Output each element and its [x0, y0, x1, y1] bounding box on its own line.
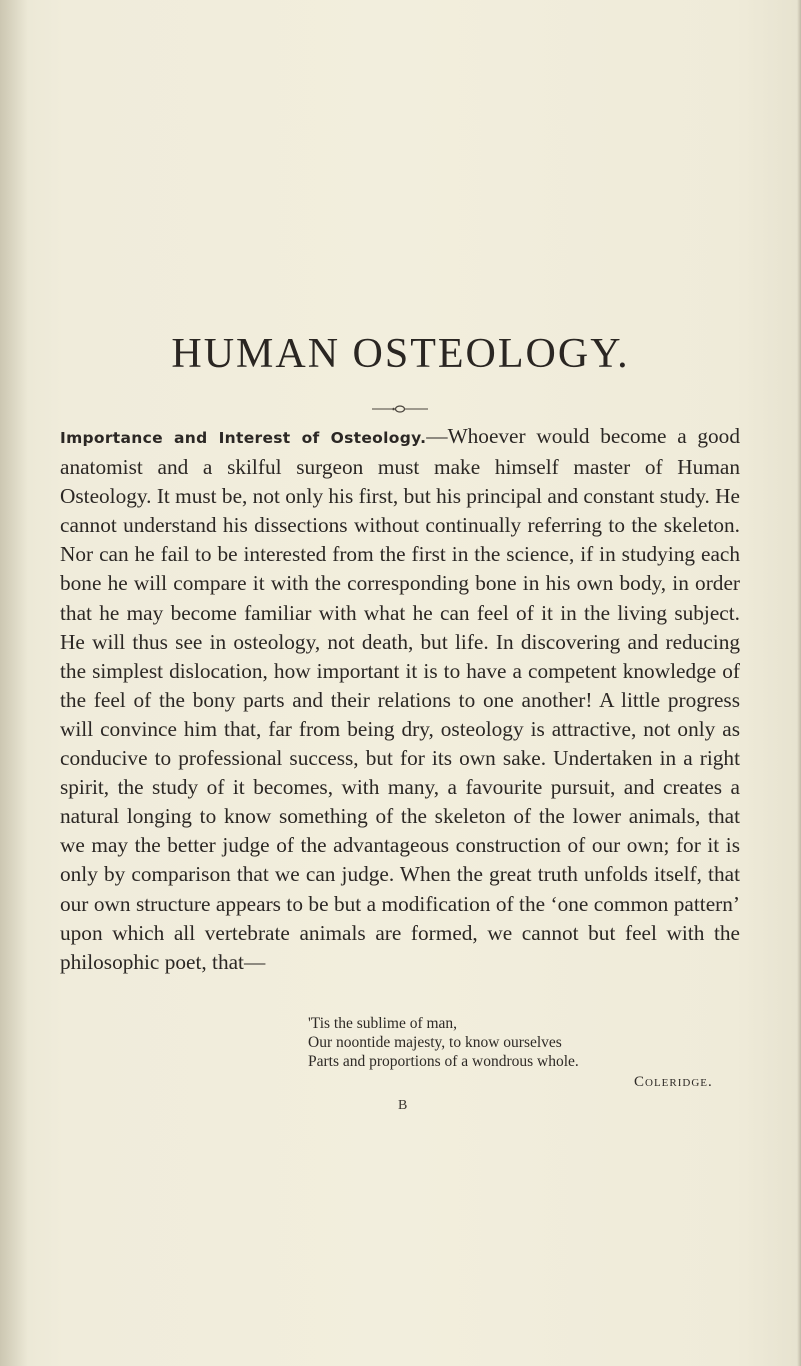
paragraph-text: —Whoever would become a good anatomist and a skilful surgeon must make himself master of Human Osteology. It must be, not only his first, but his principal and constant study. He cannot understand his dissections without continually referring to the skeleton. Nor can he fail to be interested from the first in the science, if in studying each bone he will compare it with the corresponding bone in his own body, in order that he may become familiar with what he can feel of it in the living subject. He will thus see in osteology, not death, but life. In discovering and reducing the simplest dislocation, how important it is to have a competent knowledge of the feel of the bony parts and their relations to one another! A little progress will convince him that, far from being dry, osteology is attractive, not only as conducive to professional success, but for its own sake. Undertaken in a right spirit, the study of it becomes, with many, a favourite pursuit, and creates a natural longing to know something of the skeleton of the lower animals, that we may the better judge of the advantageous construction of our own; for it is only by comparison that we can judge. When the great truth unfolds itself, that our own structure appears to be but a modification of the ‘one common pattern’ upon which all vertebrate animals are formed, we cannot but feel with the philosophic poet, that—: [60, 424, 740, 974]
signature-mark: B: [398, 1098, 408, 1113]
quote-attribution: Coleridge.: [634, 1074, 713, 1090]
page-edge-shadow: [797, 0, 801, 1366]
poem-line: Our noontide majesty, to know ourselves: [308, 1034, 562, 1051]
gutter-shadow: [0, 0, 28, 1366]
section-heading: Importance and Interest of Osteology.: [60, 429, 427, 447]
page-title: HUMAN OSTEOLOGY.: [171, 331, 630, 377]
ornament-divider: [372, 404, 428, 414]
poem-line: Parts and proportions of a wondrous whole.: [308, 1053, 579, 1070]
body-paragraph: [60, 422, 740, 977]
poem-quote: [308, 1014, 738, 1071]
poem-line: 'Tis the sublime of man,: [308, 1015, 458, 1032]
